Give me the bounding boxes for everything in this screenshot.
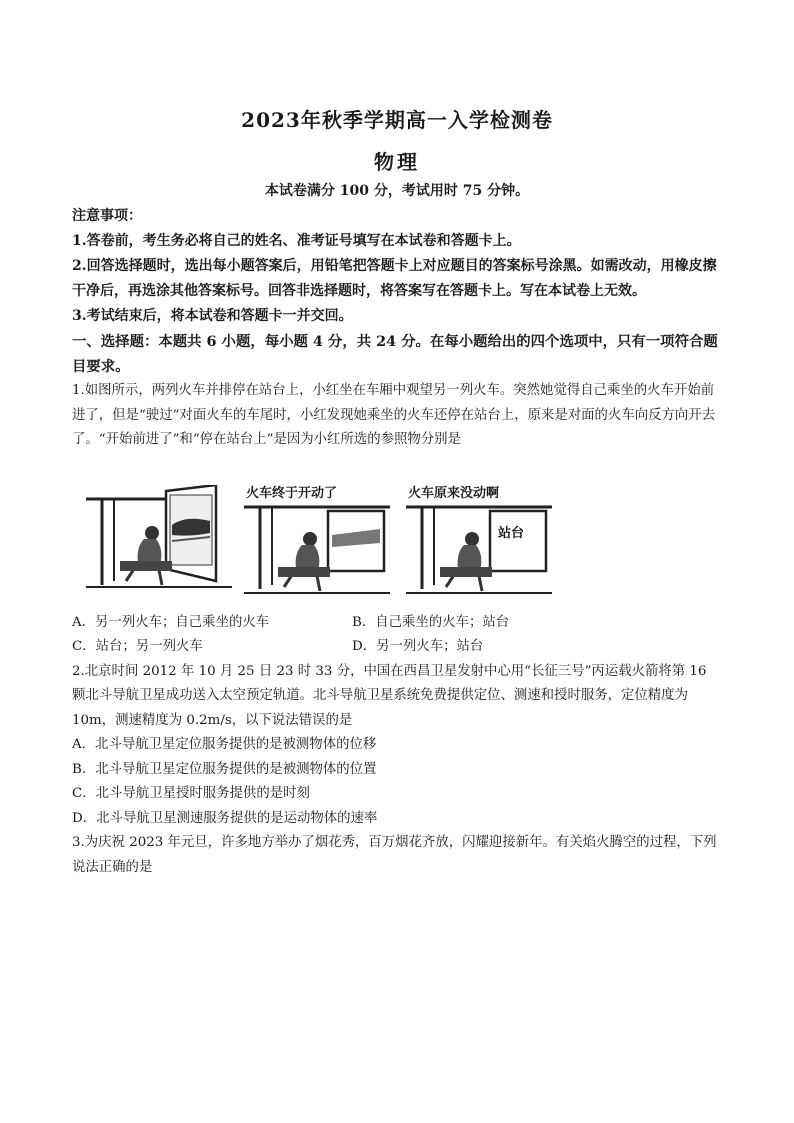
exam-title: 2023年秋季学期高一入学检测卷 xyxy=(241,108,553,132)
question-1-stem: 1.如图所示，两列火车并排停在站台上，小红坐在车厢中观望另一列火车。突然她觉得自己乘坐的火车开始前进了，但是“驶过”对面火车的车尾时，小红发现她乘坐的火车还停在站台上，原来是对面的火车向反方向开去了。“开始前进了”和“停在站台上”是因为小红所选的参照物分别是 xyxy=(72,383,716,447)
note-item: 1.答卷前，考生务必将自己的姓名、准考证号填写在本试卷和答题卡上。 xyxy=(72,233,521,249)
figure-train-window-3 xyxy=(406,485,552,597)
notes-section xyxy=(72,204,722,329)
section-heading: 一、选择题：本题共 6 小题，每小题 4 分，共 24 分。在每小题给出的四个选项中，只有一项符合题目要求。 xyxy=(72,333,718,375)
q1-option-d[interactable]: D．另一列火车；站台 xyxy=(352,639,484,654)
figure-train-window-2 xyxy=(244,485,390,597)
question-2-stem: 2.北京时间 2012 年 10 月 25 日 23 时 33 分，中国在西昌卫星发射中心用“长征三号”丙运载火箭将第 16 颗北斗导航卫星成功送入太空预定轨道。北斗导航卫星系统免费提供定位、测速和授时服务，定位精度为 10m，测速精度为 0.2m/s，以下说法错误的是 xyxy=(72,663,707,728)
note-item: 3.考试结束后，将本试卷和答题卡一并交回。 xyxy=(72,308,353,324)
q1-option-a[interactable]: A．另一列火车；自己乘坐的火车 xyxy=(72,614,270,630)
exam-body xyxy=(72,204,722,880)
platform-sign-text: 站台 xyxy=(498,525,525,541)
q1-option-b[interactable]: B．自己乘坐的火车；站台 xyxy=(352,614,510,630)
question-1-options xyxy=(72,611,722,660)
question-1-figures xyxy=(72,485,722,603)
q2-option-c[interactable]: C．北斗导航卫星授时服务提供的是时刻 xyxy=(72,786,310,801)
train-window-illustration-1 xyxy=(86,485,232,597)
note-item: 2.回答选择题时，选出每小题答案后，用铅笔把答题卡上对应题目的答案标号涂黑。如需改动，用橡皮擦干净后，再选涂其他答案标号。回答非选择题时，将答案写在答题卡上。写在本试卷上无效。 xyxy=(72,258,717,299)
q2-option-b[interactable]: B．北斗导航卫星定位服务提供的是被测物体的位置 xyxy=(72,761,377,777)
figure-train-window-1 xyxy=(86,485,232,597)
question-3-stem: 3.为庆祝 2023 年元旦，许多地方举办了烟花秀，百万烟花齐放，闪耀迎接新年。有关焰火腾空的过程，下列说法正确的是 xyxy=(72,835,717,875)
figure-3-caption: 火车原来没动啊 xyxy=(408,485,500,501)
q2-option-d[interactable]: D．北斗导航卫星测速服务提供的是运动物体的速率 xyxy=(72,810,378,826)
exam-info: 本试卷满分 100 分，考试用时 75 分钟。 xyxy=(264,183,530,199)
q1-option-c[interactable]: C．站台；另一列火车 xyxy=(72,639,203,654)
figure-2-caption: 火车终于开动了 xyxy=(246,485,338,501)
q2-option-a[interactable]: A．北斗导航卫星定位服务提供的是被测物体的位移 xyxy=(72,737,377,752)
exam-subject: 物理 xyxy=(374,150,420,174)
notes-heading: 注意事项： xyxy=(72,208,142,224)
